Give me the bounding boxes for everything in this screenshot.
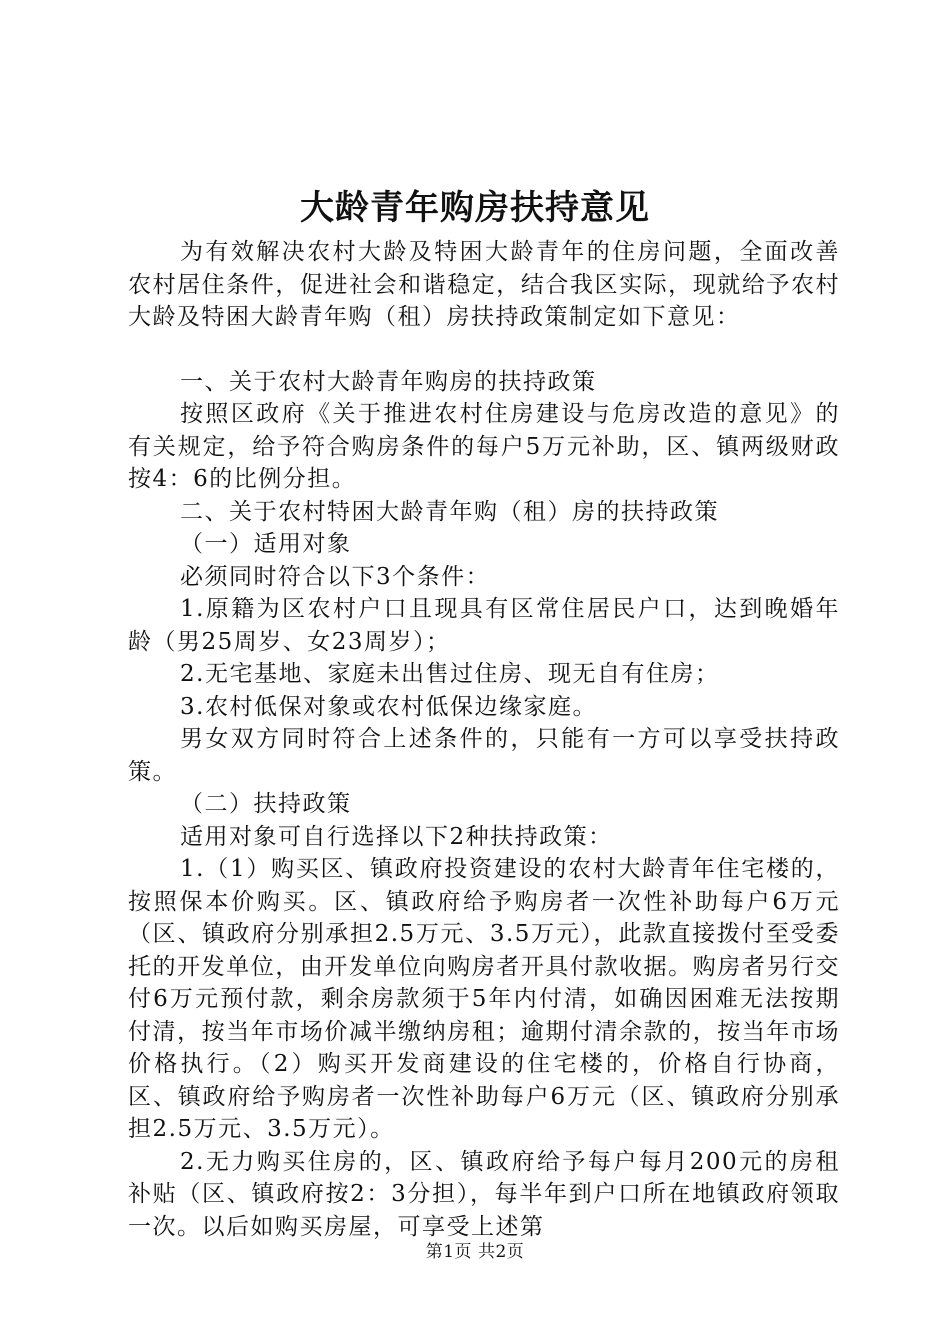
- paragraph: 适用对象可自行选择以下2种扶持政策：: [180, 823, 613, 850]
- page-number-footer: 第1页 共2页: [425, 1242, 525, 1262]
- document-title: 大龄青年购房扶持意见: [300, 188, 650, 228]
- document-body: [128, 236, 840, 1243]
- paragraph: 男女双方同时符合上述条件的，只能有一方可以享受扶持政策。: [128, 726, 840, 785]
- list-item: 2.无宅基地、家庭未出售过住房、现无自有住房；: [180, 661, 720, 687]
- list-item: 2.无力购买住房的，区、镇政府给予每户每月200元的房租补贴（区、镇政府按2：3分担），每半年到户口所在地镇政府领取一次。以后如购买房屋，可享受上述第: [128, 1148, 840, 1240]
- paragraph: 必须同时符合以下3个条件：: [180, 563, 491, 590]
- list-item: 3.农村低保对象或农村低保边缘家庭。: [180, 693, 597, 720]
- intro-paragraph: 为有效解决农村大龄及特困大龄青年的住房问题，全面改善农村居住条件，促进社会和谐稳定，结合我区实际，现就给予农村大龄及特困大龄青年购（租）房扶持政策制定如下意见：: [128, 239, 840, 330]
- section-heading-1: 一、关于农村大龄青年购房的扶持政策: [180, 368, 597, 395]
- paragraph: 按照区政府《关于推进农村住房建设与危房改造的意见》的有关规定，给予符合购房条件的每户5万元补助，区、镇两级财政按4：6的比例分担。: [128, 401, 840, 492]
- subsection-heading-2: （二）扶持政策: [180, 791, 352, 817]
- list-item: 1.（1）购买区、镇政府投资建设的农村大龄青年住宅楼的，按照保本价购买。区、镇政府给予购房者一次性补助每户6万元（区、镇政府分别承担2.5万元、3.5万元），此款直接拨付至受委托的开发单位，由开发单位向购房者开具付款收据。购房者另行交付6万元预付款，剩余房款须于5年内付清，如确因困难无法按期付清，按当年市场价减半缴纳房租；逾期付清余款的，按当年市场价格执行。（2）购买开发商建设的住宅楼的，价格自行协商，区、镇政府给予购房者一次性补助每户6万元（区、镇政府分别承担2.5万元、3.5万元）。: [128, 856, 840, 1142]
- section-heading-2: 二、关于农村特困大龄青年购（租）房的扶持政策: [180, 498, 719, 525]
- list-item: 1.原籍为区农村户口且现具有区常住居民户口，达到晚婚年龄（男25周岁、女23周岁）；: [128, 596, 840, 655]
- subsection-heading-1: （一）适用对象: [180, 531, 352, 557]
